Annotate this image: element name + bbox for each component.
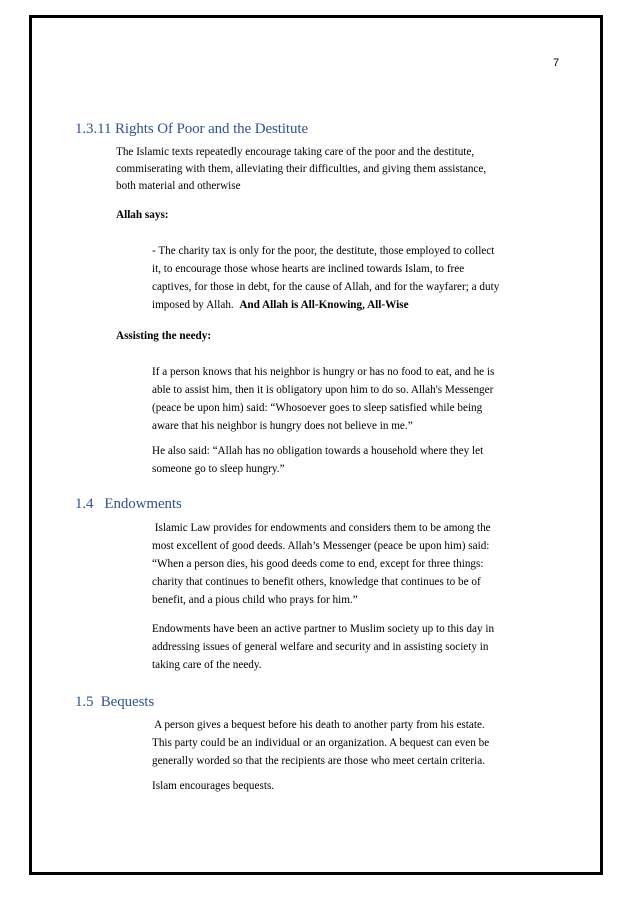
endowment-partner-line: taking care of the needy.	[152, 659, 262, 671]
bequest-line: generally worded so that the recipients are those who meet certain criteria.	[152, 755, 485, 767]
assist-line: (peace be upon him) said: “Whosoever goes to sleep satisfied while being	[152, 402, 483, 414]
endowment-line: benefit, and a pious child who prays for him.”	[152, 594, 358, 606]
subheading-allah-says: Allah says:	[116, 209, 169, 221]
household-line: someone go to sleep hungry.”	[152, 463, 285, 475]
quote-line: captives, for those in debt, for the cause of Allah, and for the wayfarer; a duty	[152, 281, 500, 293]
quote-last-bold: And Allah is All-Knowing, All-Wise	[239, 299, 409, 311]
assist-line: If a person knows that his neighbor is hungry or has no food to eat, and he is	[152, 366, 495, 378]
endowment-line: “When a person dies, his good deeds come to end, except for three things:	[152, 558, 484, 570]
section-heading-rights-of-poor: 1.3.11 Rights Of Poor and the Destitute	[75, 121, 309, 137]
endowment-line: most excellent of good deeds. Allah’s Messenger (peace be upon him) said:	[152, 540, 490, 552]
quote-last-plain: imposed by Allah.	[152, 299, 234, 311]
assist-line: able to assist him, then it is obligatory upon him to do so. Allah's Messenger	[152, 384, 494, 396]
intro-line: The Islamic texts repeatedly encourage taking care of the poor and the destitute,	[116, 146, 475, 158]
page-number: 7	[553, 57, 560, 69]
household-line: He also said: “Allah has no obligation towards a household where they let	[152, 445, 484, 457]
endowment-line: charity that continues to benefit others, knowledge that continues to be of	[152, 576, 481, 588]
bequest-encourage-line: Islam encourages bequests.	[152, 780, 275, 792]
bequest-line: A person gives a bequest before his death to another party from his estate.	[152, 719, 485, 731]
endowment-partner-line: addressing issues of general welfare and security and in assisting society in	[152, 641, 489, 653]
assist-line: aware that his neighbor is hungry does not believe in me.”	[152, 420, 413, 432]
section-heading-endowments: 1.4 Endowments	[75, 496, 182, 512]
quote-last-line	[152, 297, 409, 314]
section-heading-bequests: 1.5 Bequests	[75, 694, 155, 710]
endowment-partner-line: Endowments have been an active partner to Muslim society up to this day in	[152, 623, 495, 635]
bequest-line: This party could be an individual or an organization. A bequest can even be	[152, 737, 490, 749]
intro-line: commiserating with them, alleviating their difficulties, and giving them assistance,	[116, 163, 487, 175]
quote-line: - The charity tax is only for the poor, the destitute, those employed to collect	[152, 245, 495, 257]
subheading-assisting-needy: Assisting the needy:	[116, 330, 212, 342]
intro-line: both material and otherwise	[116, 180, 241, 192]
quote-line: it, to encourage those whose hearts are inclined towards Islam, to free	[152, 263, 465, 275]
endowment-line: Islamic Law provides for endowments and considers them to be among the	[152, 522, 491, 534]
